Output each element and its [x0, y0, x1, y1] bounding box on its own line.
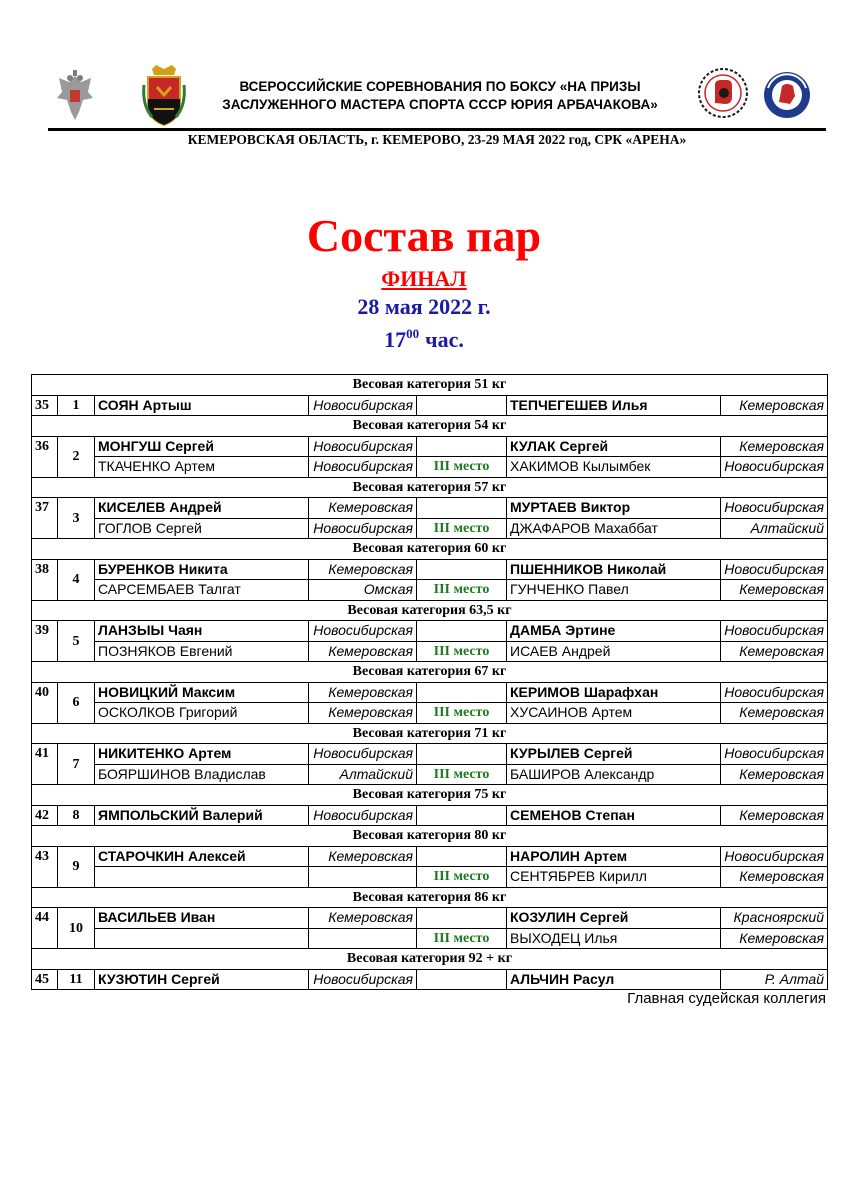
right-boxer-name: ПШЕННИКОВ Николай — [507, 559, 721, 580]
third-right-boxer-region: Кемеровская — [721, 703, 828, 724]
bout-number: 41 — [32, 744, 58, 785]
final-bout-row — [32, 436, 828, 457]
final-bout-row — [32, 744, 828, 765]
competition-title — [200, 78, 680, 114]
weight-category-row — [32, 477, 828, 498]
bout-number: 45 — [32, 969, 58, 990]
bout-number: 36 — [32, 436, 58, 477]
left-boxer-region: Новосибирская — [309, 805, 417, 826]
right-boxer-name: КЕРИМОВ Шарафхан — [507, 682, 721, 703]
pair-number: 10 — [58, 908, 95, 949]
third-left-boxer-region — [309, 867, 417, 888]
weight-category-label: Весовая категория 57 кг — [32, 477, 828, 498]
page-title: Состав пар — [306, 210, 542, 261]
time-minutes: 00 — [406, 326, 420, 341]
third-left-boxer-name: ГОГЛОВ Сергей — [95, 518, 309, 539]
pair-number: 8 — [58, 805, 95, 826]
third-left-boxer-name: САРСЕМБАЕВ Талгат — [95, 580, 309, 601]
weight-category-row — [32, 539, 828, 560]
third-place-row — [32, 703, 828, 724]
competition-title-line2: ЗАСЛУЖЕННОГО МАСТЕРА СПОРТА СССР ЮРИЯ АРБАЧАКОВА» — [222, 97, 658, 112]
final-bout-row — [32, 908, 828, 929]
left-boxer-name: МОНГУШ Сергей — [95, 436, 309, 457]
right-boxer-name: МУРТАЕВ Виктор — [507, 498, 721, 519]
third-place-label: III место — [417, 518, 507, 539]
right-boxer-region: Новосибирская — [721, 846, 828, 867]
third-left-boxer-name — [95, 867, 309, 888]
bout-number: 35 — [32, 395, 58, 416]
left-boxer-region: Новосибирская — [309, 436, 417, 457]
final-middle-cell — [417, 621, 507, 642]
third-right-boxer-region: Кемеровская — [721, 580, 828, 601]
third-place-label: III место — [417, 641, 507, 662]
left-boxer-region: Кемеровская — [309, 908, 417, 929]
third-left-boxer-name: БОЯРШИНОВ Владислав — [95, 764, 309, 785]
third-left-boxer-name: ТКАЧЕНКО Артем — [95, 457, 309, 478]
pairs-table-body — [32, 375, 828, 990]
right-boxer-region: Кемеровская — [721, 395, 828, 416]
third-right-boxer-region: Кемеровская — [721, 641, 828, 662]
third-right-boxer-name: СЕНТЯБРЕВ Кирилл — [507, 867, 721, 888]
right-boxer-name: АЛЬЧИН Расул — [507, 969, 721, 990]
left-boxer-name: ЯМПОЛЬСКИЙ Валерий — [95, 805, 309, 826]
third-place-label: III место — [417, 867, 507, 888]
third-place-row — [32, 764, 828, 785]
ministry-eagle-emblem-icon — [55, 68, 95, 124]
weight-category-label: Весовая категория 86 кг — [32, 887, 828, 908]
final-middle-cell — [417, 969, 507, 990]
weight-category-label: Весовая категория 80 кг — [32, 826, 828, 847]
document-header — [0, 0, 848, 160]
pair-number: 7 — [58, 744, 95, 785]
weight-category-label: Весовая категория 75 кг — [32, 785, 828, 806]
boxing-federation-logo-icon — [762, 70, 812, 120]
final-bout-row — [32, 969, 828, 990]
pair-number: 4 — [58, 559, 95, 600]
third-left-boxer-region: Новосибирская — [309, 518, 417, 539]
third-place-row — [32, 867, 828, 888]
right-boxer-region: Новосибирская — [721, 621, 828, 642]
pair-number: 9 — [58, 846, 95, 887]
final-middle-cell — [417, 559, 507, 580]
weight-category-label: Весовая категория 71 кг — [32, 723, 828, 744]
final-bout-row — [32, 846, 828, 867]
right-boxer-name: СЕМЕНОВ Степан — [507, 805, 721, 826]
third-right-boxer-name: ГУНЧЕНКО Павел — [507, 580, 721, 601]
final-bout-row — [32, 395, 828, 416]
right-boxer-name: КУЛАК Сергей — [507, 436, 721, 457]
third-right-boxer-name: БАШИРОВ Александр — [507, 764, 721, 785]
weight-category-row — [32, 662, 828, 683]
third-right-boxer-region: Новосибирская — [721, 457, 828, 478]
left-boxer-name: НОВИЦКИЙ Максим — [95, 682, 309, 703]
pair-number: 11 — [58, 969, 95, 990]
third-left-boxer-region: Алтайский — [309, 764, 417, 785]
weight-category-row — [32, 785, 828, 806]
third-place-label: III место — [417, 764, 507, 785]
left-boxer-name: ВАСИЛЬЕВ Иван — [95, 908, 309, 929]
left-boxer-name: БУРЕНКОВ Никита — [95, 559, 309, 580]
event-date: 28 мая 2022 г. — [357, 294, 491, 319]
third-place-label: III место — [417, 928, 507, 949]
third-left-boxer-region: Омская — [309, 580, 417, 601]
right-boxer-name: НАРОЛИН Артем — [507, 846, 721, 867]
left-boxer-region: Новосибирская — [309, 621, 417, 642]
third-left-boxer-name — [95, 928, 309, 949]
pair-number: 1 — [58, 395, 95, 416]
time-hour: 17 — [384, 327, 407, 352]
bout-number: 37 — [32, 498, 58, 539]
weight-category-label: Весовая категория 60 кг — [32, 539, 828, 560]
right-boxer-name: ДАМБА Эртине — [507, 621, 721, 642]
third-right-boxer-name: ДЖАФАРОВ Махаббат — [507, 518, 721, 539]
right-boxer-region: Новосибирская — [721, 559, 828, 580]
third-place-row — [32, 641, 828, 662]
pairs-table — [31, 374, 828, 990]
third-right-boxer-name: ХАКИМОВ Кылымбек — [507, 457, 721, 478]
bout-number: 44 — [32, 908, 58, 949]
right-boxer-name: ТЕПЧЕГЕШЕВ Илья — [507, 395, 721, 416]
left-boxer-region: Кемеровская — [309, 846, 417, 867]
third-right-boxer-name: ХУСАИНОВ Артем — [507, 703, 721, 724]
weight-category-label: Весовая категория 63,5 кг — [32, 600, 828, 621]
final-bout-row — [32, 805, 828, 826]
event-time — [0, 320, 848, 354]
weight-category-row — [32, 887, 828, 908]
weight-category-label: Весовая категория 67 кг — [32, 662, 828, 683]
right-boxer-region: Новосибирская — [721, 682, 828, 703]
final-middle-cell — [417, 744, 507, 765]
left-boxer-name: СТАРОЧКИН Алексей — [95, 846, 309, 867]
third-place-label: III место — [417, 703, 507, 724]
bout-number: 43 — [32, 846, 58, 887]
weight-category-row — [32, 949, 828, 970]
left-boxer-name: СОЯН Артыш — [95, 395, 309, 416]
right-boxer-region: Красноярский — [721, 908, 828, 929]
weight-category-row — [32, 416, 828, 437]
pair-number: 3 — [58, 498, 95, 539]
final-middle-cell — [417, 498, 507, 519]
weight-category-row — [32, 375, 828, 396]
right-boxer-name: КОЗУЛИН Сергей — [507, 908, 721, 929]
third-right-boxer-region: Кемеровская — [721, 867, 828, 888]
bout-number: 38 — [32, 559, 58, 600]
third-left-boxer-name: ОСКОЛКОВ Григорий — [95, 703, 309, 724]
third-right-boxer-name: ВЫХОДЕЦ Илья — [507, 928, 721, 949]
left-boxer-region: Кемеровская — [309, 559, 417, 580]
kemerovo-coat-of-arms-icon — [142, 65, 186, 127]
final-middle-cell — [417, 846, 507, 867]
weight-category-label: Весовая категория 54 кг — [32, 416, 828, 437]
weight-category-row — [32, 600, 828, 621]
bout-number: 42 — [32, 805, 58, 826]
final-middle-cell — [417, 436, 507, 457]
right-boxer-region: Новосибирская — [721, 744, 828, 765]
final-bout-row — [32, 621, 828, 642]
bout-number: 40 — [32, 682, 58, 723]
final-middle-cell — [417, 682, 507, 703]
bout-number: 39 — [32, 621, 58, 662]
pair-number: 5 — [58, 621, 95, 662]
right-boxer-name: КУРЫЛЕВ Сергей — [507, 744, 721, 765]
time-suffix: час. — [425, 327, 464, 352]
third-place-row — [32, 457, 828, 478]
final-bout-row — [32, 682, 828, 703]
third-place-label: III место — [417, 457, 507, 478]
left-boxer-region: Кемеровская — [309, 498, 417, 519]
final-middle-cell — [417, 395, 507, 416]
left-boxer-name: КИСЕЛЕВ Андрей — [95, 498, 309, 519]
right-boxer-region: Новосибирская — [721, 498, 828, 519]
left-boxer-region: Кемеровская — [309, 682, 417, 703]
left-boxer-name: НИКИТЕНКО Артем — [95, 744, 309, 765]
competition-title-line1: ВСЕРОССИЙСКИЕ СОРЕВНОВАНИЯ ПО БОКСУ «НА ПРИЗЫ — [239, 79, 641, 94]
third-left-boxer-name: ПОЗНЯКОВ Евгений — [95, 641, 309, 662]
third-left-boxer-region — [309, 928, 417, 949]
third-right-boxer-region: Алтайский — [721, 518, 828, 539]
stage-label: ФИНАЛ — [381, 266, 467, 291]
weight-category-row — [32, 826, 828, 847]
right-boxer-region: Р. Алтай — [721, 969, 828, 990]
weight-category-row — [32, 723, 828, 744]
chief-judges-signature: Главная судейская коллегия — [627, 990, 826, 1007]
third-place-label: III место — [417, 580, 507, 601]
third-left-boxer-region: Новосибирская — [309, 457, 417, 478]
third-place-row — [32, 518, 828, 539]
third-left-boxer-region: Кемеровская — [309, 641, 417, 662]
right-boxer-region: Кемеровская — [721, 436, 828, 457]
third-right-boxer-region: Кемеровская — [721, 928, 828, 949]
final-middle-cell — [417, 908, 507, 929]
right-boxer-region: Кемеровская — [721, 805, 828, 826]
final-bout-row — [32, 498, 828, 519]
third-place-row — [32, 928, 828, 949]
left-boxer-name: ЛАНЗЫЫ Чаян — [95, 621, 309, 642]
left-boxer-region: Новосибирская — [309, 395, 417, 416]
pair-number: 6 — [58, 682, 95, 723]
third-right-boxer-name: ИСАЕВ Андрей — [507, 641, 721, 662]
third-left-boxer-region: Кемеровская — [309, 703, 417, 724]
third-place-row — [32, 580, 828, 601]
final-middle-cell — [417, 805, 507, 826]
left-boxer-region: Новосибирская — [309, 969, 417, 990]
left-boxer-region: Новосибирская — [309, 744, 417, 765]
boxing-badge-logo-icon — [697, 67, 749, 119]
third-right-boxer-region: Кемеровская — [721, 764, 828, 785]
left-boxer-name: КУЗЮТИН Сергей — [95, 969, 309, 990]
weight-category-label: Весовая категория 92 + кг — [32, 949, 828, 970]
competition-location: КЕМЕРОВСКАЯ ОБЛАСТЬ, г. КЕМЕРОВО, 23-29 МАЯ 2022 год, СРК «АРЕНА» — [187, 132, 687, 147]
pair-number: 2 — [58, 436, 95, 477]
weight-category-label: Весовая категория 51 кг — [32, 375, 828, 396]
final-bout-row — [32, 559, 828, 580]
